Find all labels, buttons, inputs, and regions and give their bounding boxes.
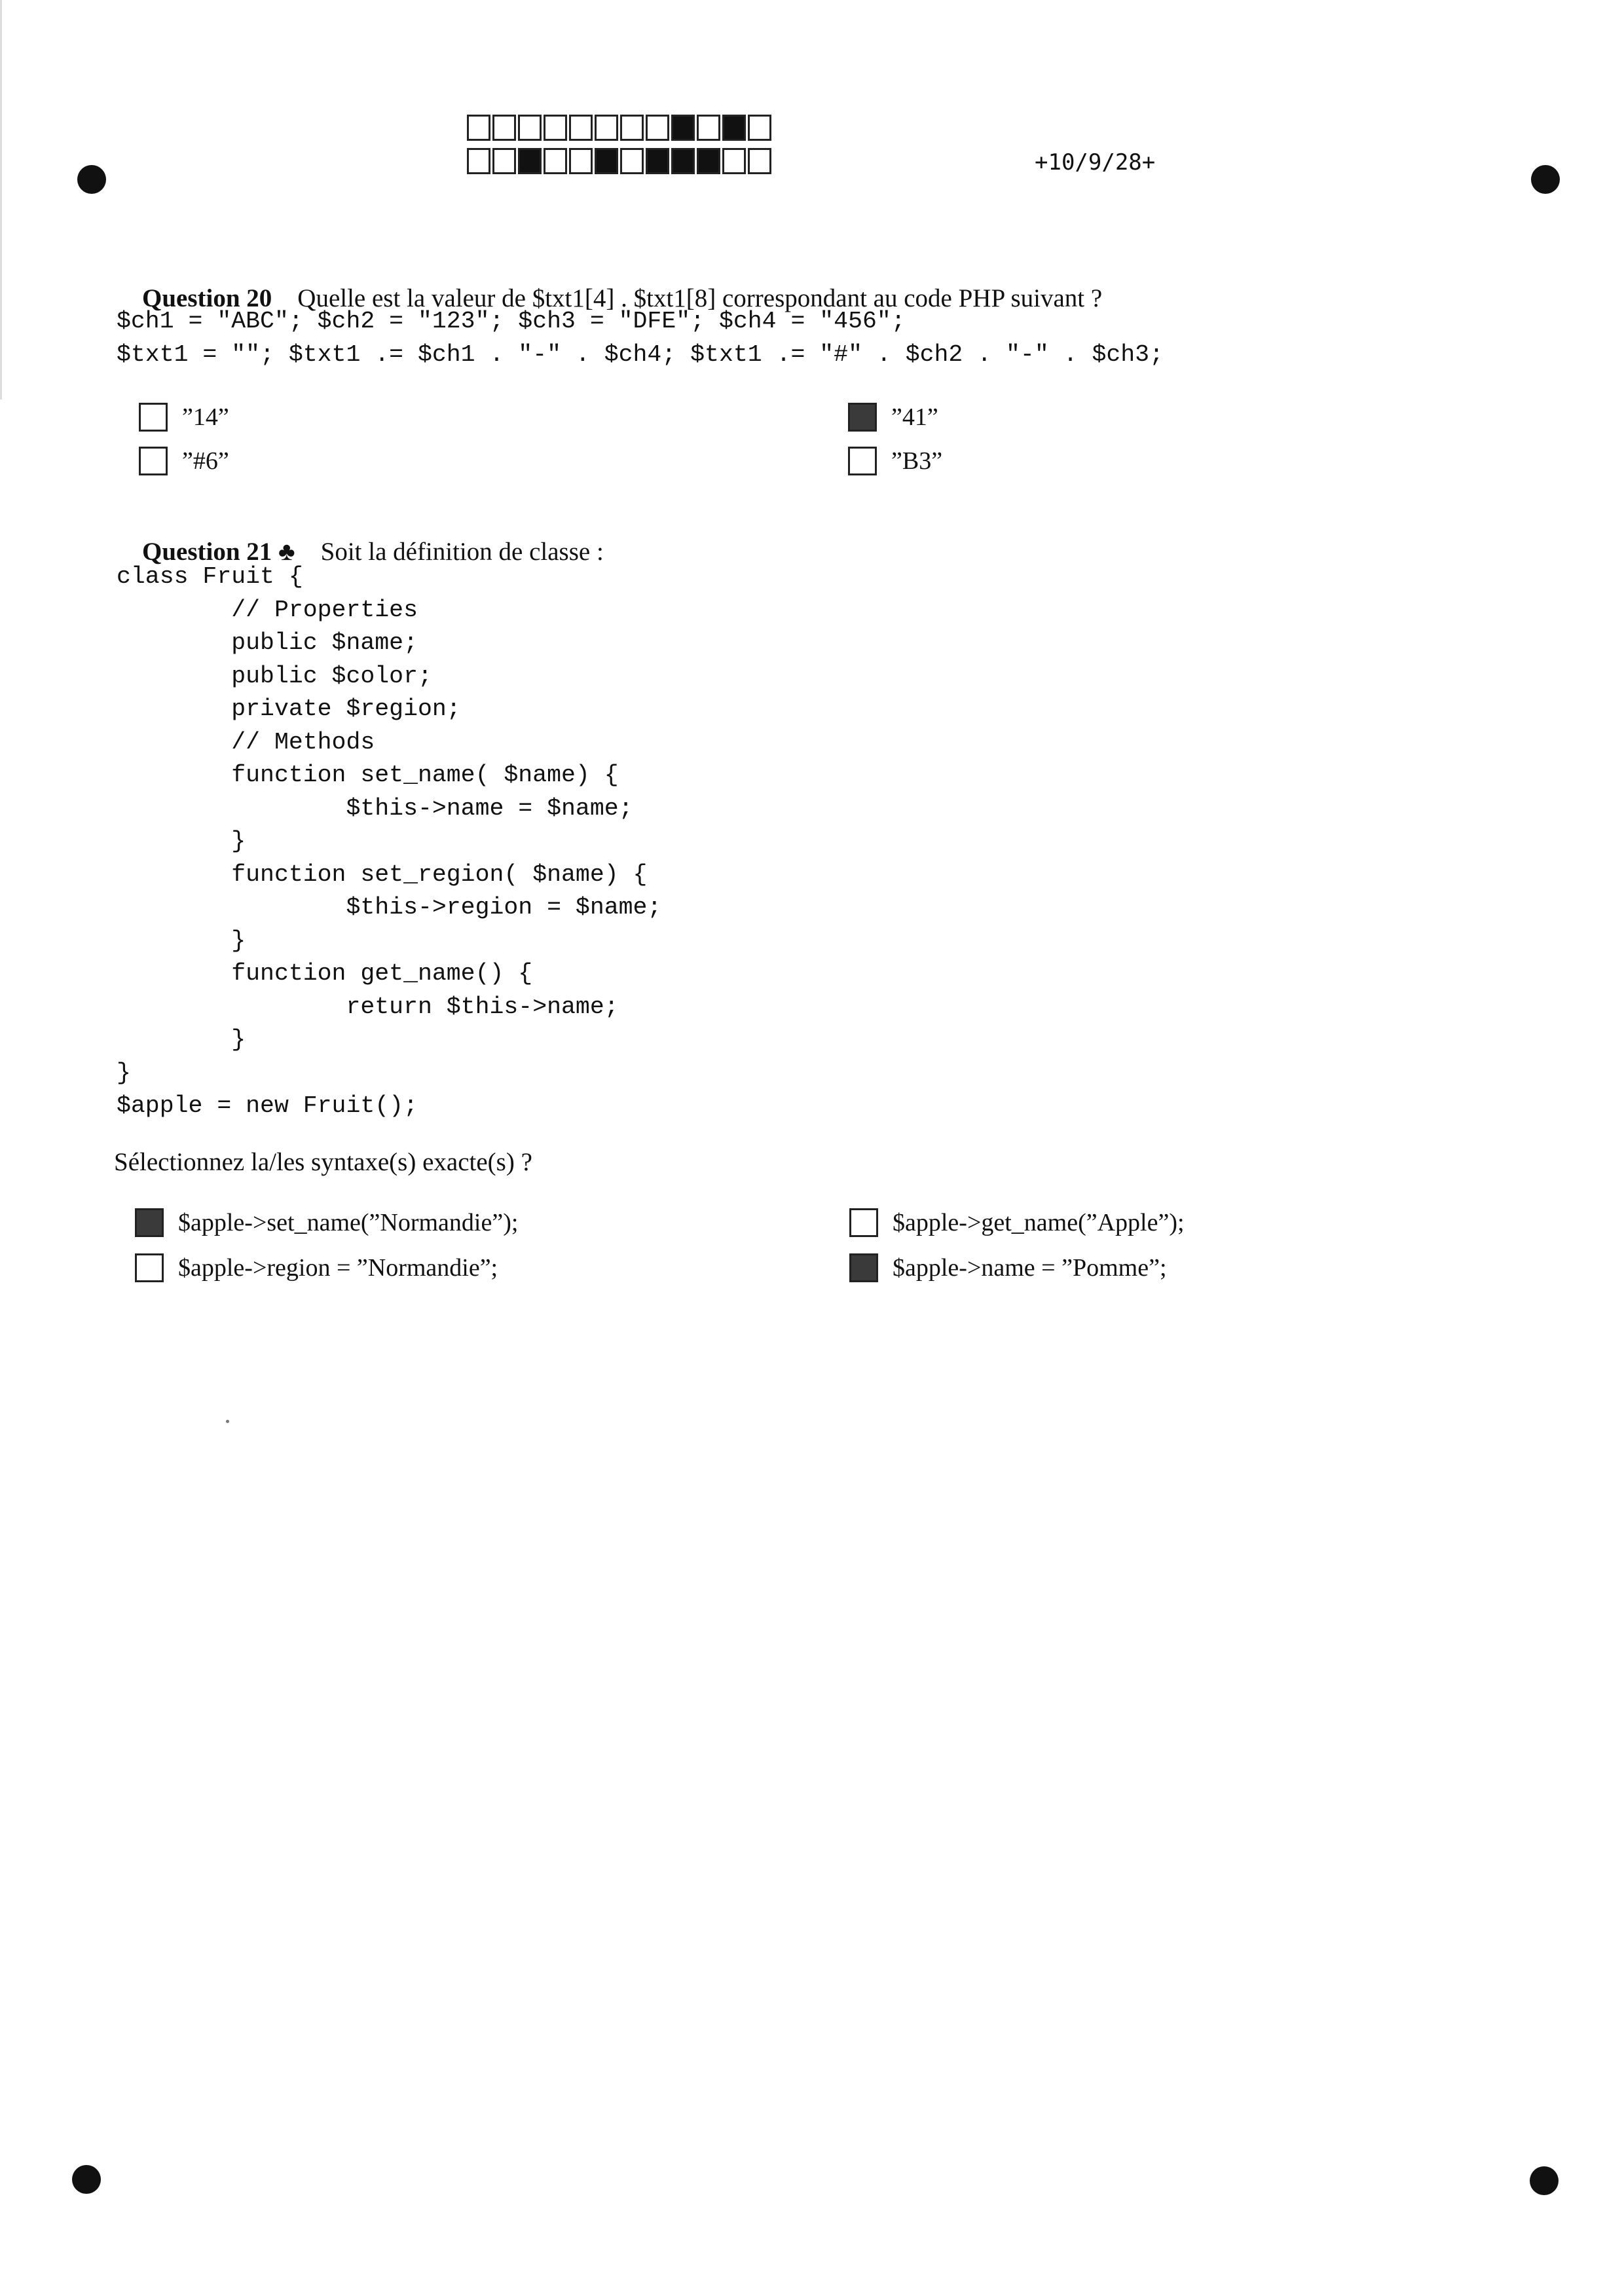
barcode-cell bbox=[697, 148, 720, 174]
q20-option-4-label: ”B3” bbox=[891, 447, 943, 475]
q21-checkbox-3[interactable] bbox=[135, 1253, 164, 1282]
barcode-cell bbox=[671, 115, 695, 141]
q20-option-1-label: ”14” bbox=[182, 403, 229, 431]
barcode-cell bbox=[748, 148, 771, 174]
barcode-cell bbox=[492, 148, 516, 174]
question-20-label: Question 20 bbox=[142, 284, 272, 312]
q21-option-1-label: $apple->set_name(”Normandie”); bbox=[178, 1209, 519, 1236]
q20-option-3-label: ”#6” bbox=[182, 447, 229, 475]
q21-checkbox-1[interactable] bbox=[135, 1208, 164, 1237]
barcode-cell bbox=[595, 115, 618, 141]
q20-checkbox-4[interactable] bbox=[848, 447, 877, 475]
page-barcode-row-2 bbox=[467, 148, 773, 174]
q20-option-2-label: ”41” bbox=[891, 403, 938, 431]
barcode-cell bbox=[467, 115, 490, 141]
barcode-cell bbox=[722, 148, 746, 174]
question-21-prompt: Sélectionnez la/les syntaxe(s) exacte(s) ? bbox=[114, 1148, 532, 1176]
registration-dot-top-right bbox=[1531, 165, 1560, 194]
q20-option-2[interactable] bbox=[848, 403, 938, 432]
question-21-label: Question 21 ♣ bbox=[142, 538, 295, 566]
barcode-cell bbox=[671, 148, 695, 174]
barcode-cell bbox=[544, 148, 567, 174]
q21-checkbox-2[interactable] bbox=[849, 1208, 878, 1237]
q20-option-1[interactable] bbox=[139, 403, 229, 432]
barcode-cell bbox=[518, 148, 542, 174]
barcode-cell bbox=[569, 148, 593, 174]
page-barcode-row-1 bbox=[467, 115, 773, 141]
barcode-cell bbox=[467, 148, 490, 174]
barcode-cell bbox=[646, 148, 669, 174]
scan-edge bbox=[0, 0, 2, 399]
q21-option-1[interactable] bbox=[135, 1208, 518, 1237]
barcode-cell bbox=[748, 115, 771, 141]
registration-dot-top-left bbox=[77, 165, 106, 194]
question-21-text: Soit la définition de classe : bbox=[320, 538, 604, 566]
question-21-code: class Fruit { // Properties public $name; public $color; private $region; // Methods function set_name( $name) { $this->name = $name; } function set_region( $name) { $this->region = $name; } function get_name() { return $this->name; } } $apple = new Fruit(); bbox=[117, 563, 662, 1119]
barcode-cell bbox=[595, 148, 618, 174]
q20-checkbox-2[interactable] bbox=[848, 403, 877, 432]
scan-speck bbox=[226, 1420, 229, 1423]
registration-dot-bottom-left bbox=[72, 2165, 101, 2194]
q20-checkbox-3[interactable] bbox=[139, 447, 168, 475]
q20-option-3[interactable] bbox=[139, 447, 229, 475]
barcode-cell bbox=[620, 148, 644, 174]
barcode-cell bbox=[620, 115, 644, 141]
barcode-cell bbox=[697, 115, 720, 141]
q21-option-4-label: $apple->name = ”Pomme”; bbox=[893, 1254, 1167, 1282]
q21-option-2[interactable] bbox=[849, 1208, 1185, 1237]
barcode-cell bbox=[722, 115, 746, 141]
q20-option-4[interactable] bbox=[848, 447, 942, 475]
q21-checkbox-4[interactable] bbox=[849, 1253, 878, 1282]
barcode-cell bbox=[646, 115, 669, 141]
q21-option-3[interactable] bbox=[135, 1253, 498, 1282]
barcode-cell bbox=[569, 115, 593, 141]
page-identifier: +10/9/28+ bbox=[1035, 149, 1156, 176]
question-20-code: $ch1 = "ABC"; $ch2 = "123"; $ch3 = "DFE"; $ch4 = "456"; $txt1 = ""; $txt1 .= $ch1 . "-" . $ch4; $txt1 .= "#" . $ch2 . "-" . $ch3; bbox=[117, 308, 1164, 368]
question-20-text: Quelle est la valeur de $txt1[4] . $txt1[8] correspondant au code PHP suivant ? bbox=[297, 284, 1103, 312]
barcode-cell bbox=[544, 115, 567, 141]
registration-dot-bottom-right bbox=[1530, 2166, 1559, 2195]
barcode-cell bbox=[492, 115, 516, 141]
barcode-cell bbox=[518, 115, 542, 141]
q21-option-3-label: $apple->region = ”Normandie”; bbox=[178, 1254, 498, 1282]
q21-option-4[interactable] bbox=[849, 1253, 1167, 1282]
q21-option-2-label: $apple->get_name(”Apple”); bbox=[893, 1209, 1185, 1236]
q20-checkbox-1[interactable] bbox=[139, 403, 168, 432]
